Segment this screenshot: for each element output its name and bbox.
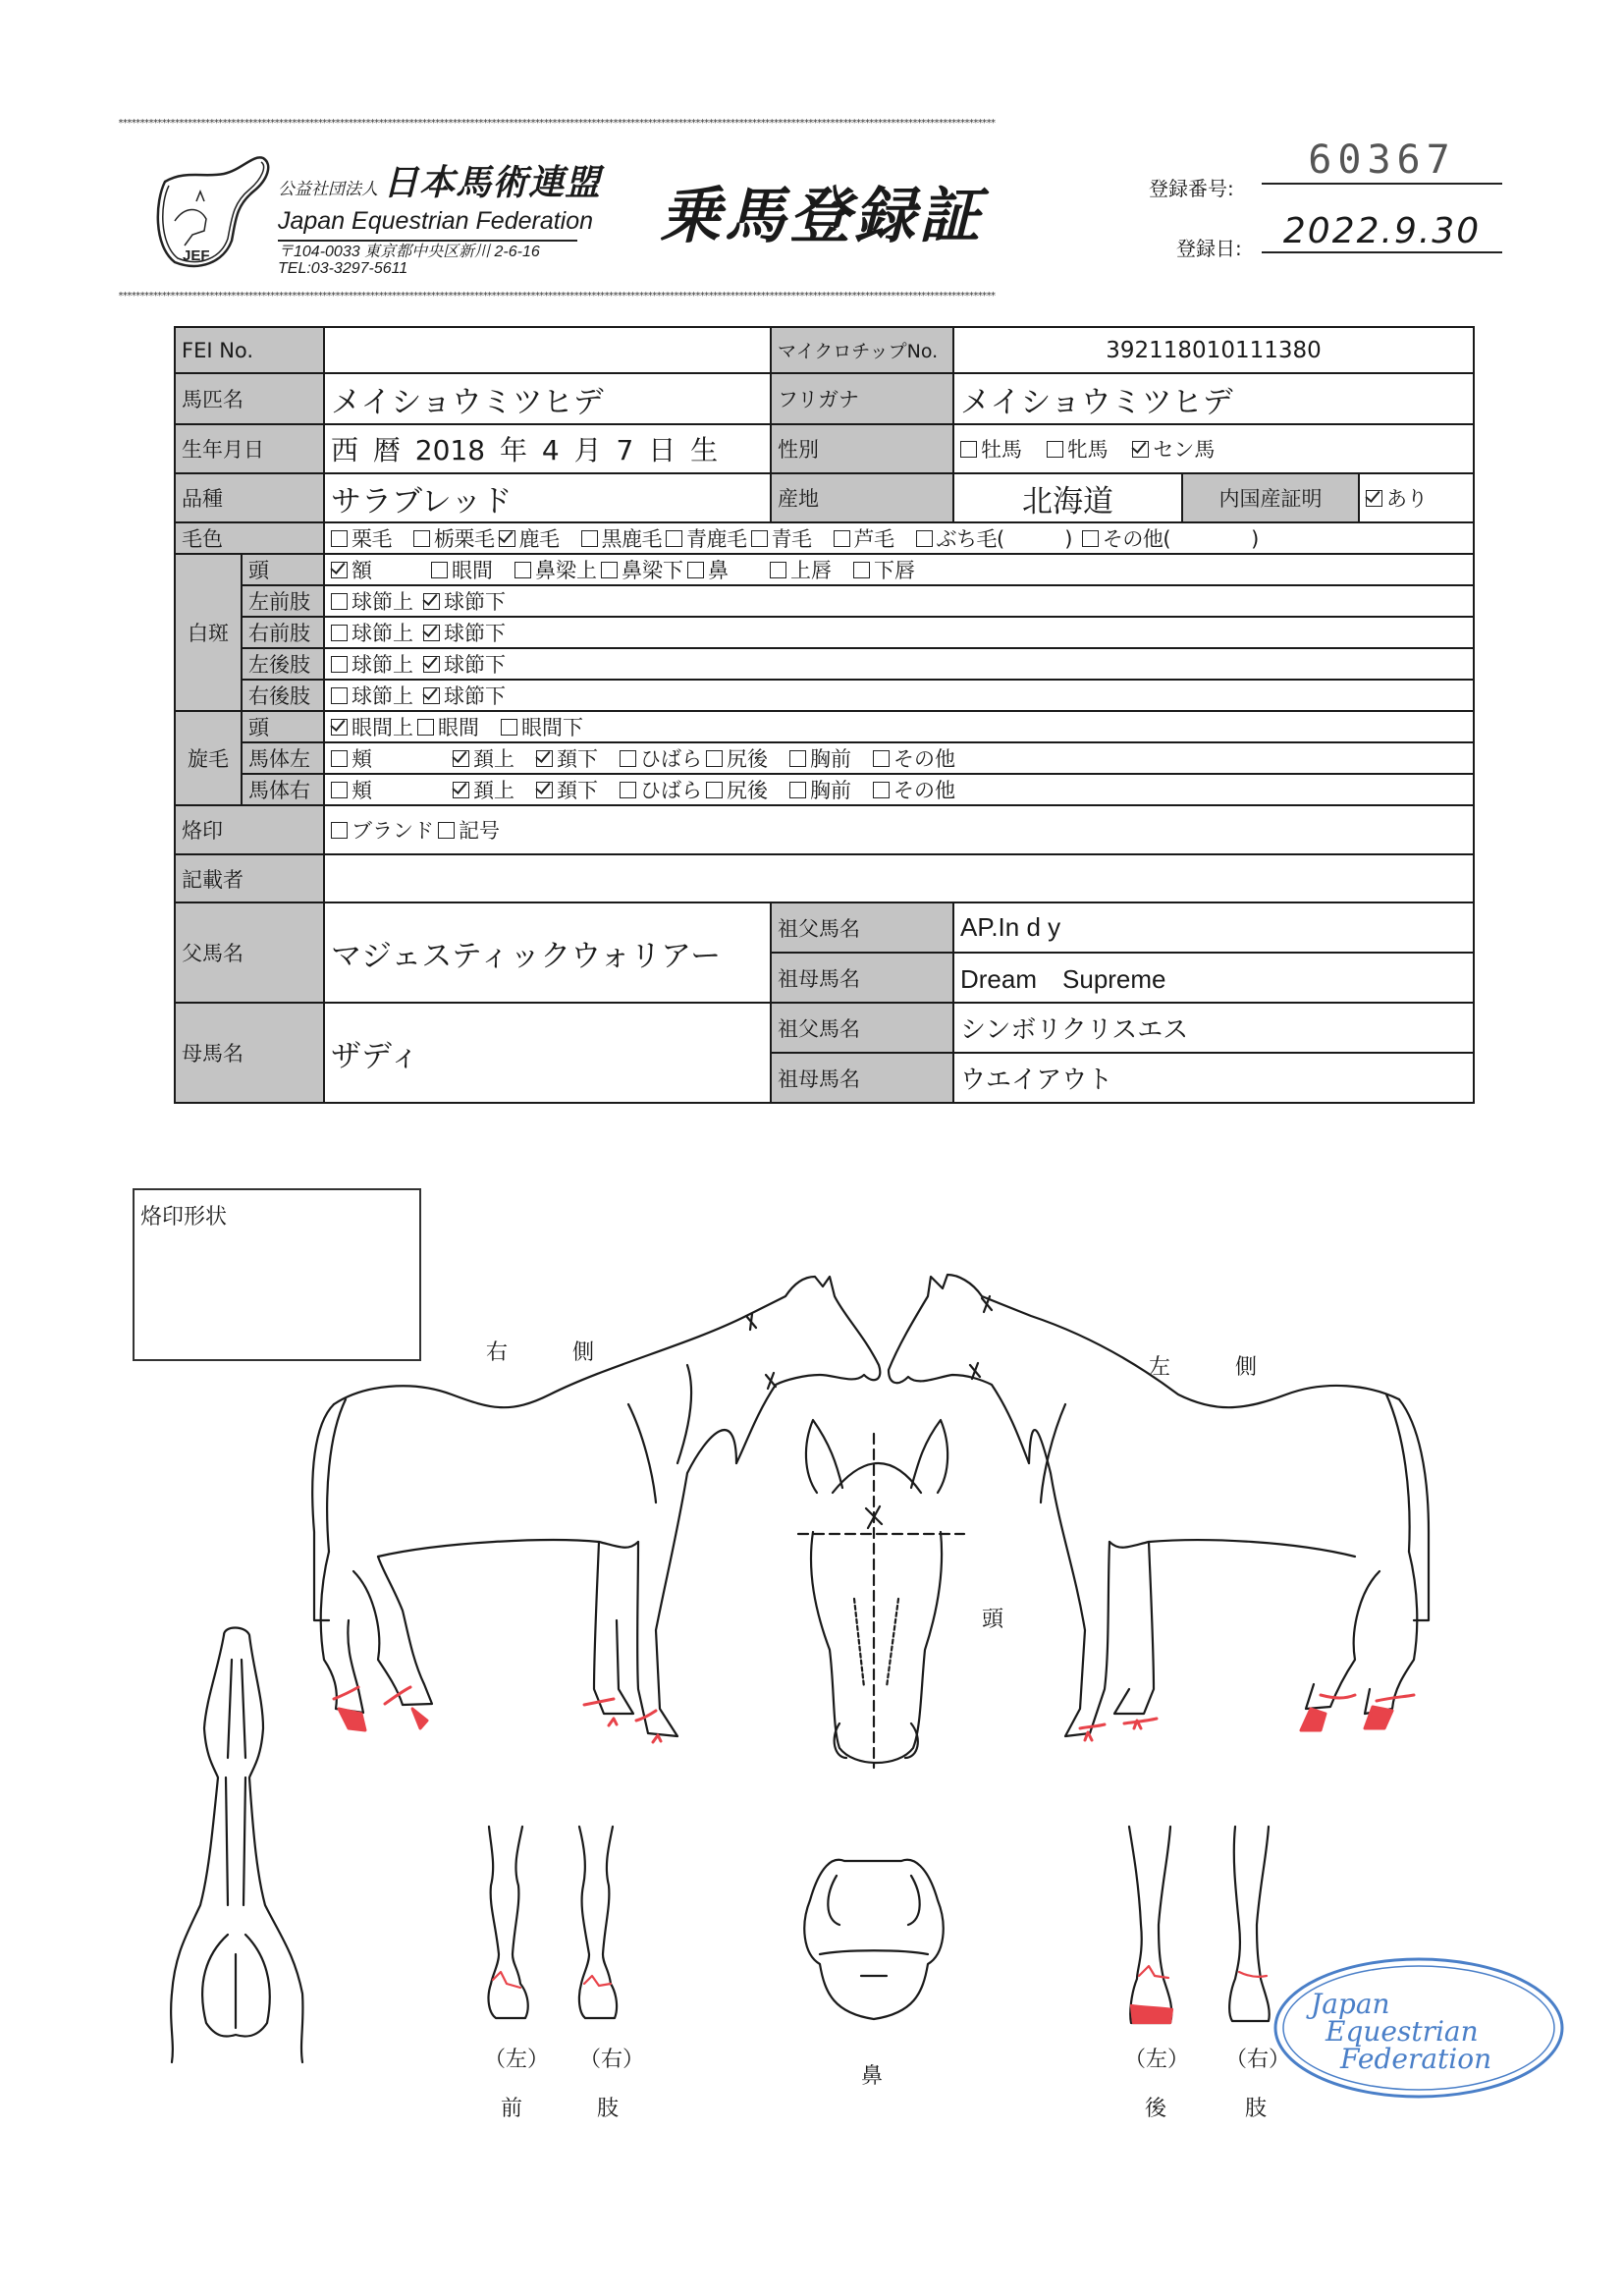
microchip-field[interactable]: 392118010111380 [953,327,1474,373]
registration-date-value: 2022.9.30 [1262,211,1502,253]
breed-field[interactable]: サラブレッド [324,473,771,522]
sex-option-gelding[interactable]: セン馬 [1132,434,1215,464]
registration-number-label: 登録番号: [1149,177,1234,200]
head-label: 頭 [982,1608,1004,1632]
option-below-fetlock[interactable]: 球節下 [423,618,506,647]
org-name-jp: 日本馬術連盟 [383,163,602,203]
dam-label: 母馬名 [175,1003,324,1103]
origin-field[interactable]: 北海道 [953,473,1182,522]
coat-option-chestnut[interactable]: 栗毛 [331,523,392,553]
part-label: 馬体左 [242,742,324,774]
horse-left-side-icon [889,1275,1429,1740]
white-markings-label: 白斑 [175,554,242,711]
head-front-view-icon [798,1420,964,1768]
option-between-eyes[interactable]: 眼間 [417,712,479,741]
jef-official-stamp-icon [1271,1954,1566,2102]
birth-date-label: 生年月日 [175,424,324,473]
sire-field[interactable]: マジェスティックウォリアー [324,902,771,1003]
coat-option-pinto[interactable]: ぶち毛( ) [916,523,1072,553]
sire-dam-field[interactable]: Dream Supreme [953,953,1474,1003]
fei-no-label: FEI No. [175,327,324,373]
coat-option-grey[interactable]: 芦毛 [834,523,894,553]
option-forehead[interactable]: 額 [331,555,372,584]
option-above-fetlock[interactable]: 球節上 [331,586,413,616]
org-address: 〒104-0033 東京都中央区新川 2-6-16 [278,244,540,260]
coat-option-dark-chestnut[interactable]: 栃栗毛 [413,523,495,553]
dam-dam-label: 祖母馬名 [771,1053,953,1103]
option-cheek[interactable]: 頬 [331,775,372,804]
sex-option-stallion[interactable]: 牡馬 [960,434,1022,464]
part-label: 右後肢 [242,680,324,711]
option-below-fetlock[interactable]: 球節下 [423,681,506,710]
option-cheek[interactable]: 頬 [331,743,372,773]
top-star-border: ********************************************************************************************************************************************************************************************************** [118,118,995,129]
option-above-fetlock[interactable]: 球節上 [331,681,413,710]
org-name-en: Japan Equestrian Federation [278,207,594,235]
option-below-fetlock[interactable]: 球節下 [423,586,506,616]
part-label: 左前肢 [242,585,324,617]
dam-sire-label: 祖父馬名 [771,1003,953,1053]
nose-label: 鼻 [861,2064,884,2089]
option-upper-neck[interactable]: 頚上 [453,743,514,773]
option-above-fetlock[interactable]: 球節上 [331,649,413,679]
sire-sire-field[interactable]: AP.In d y [953,902,1474,953]
option-nose[interactable]: 鼻 [687,555,729,584]
hindlimb-label-2: 肢 [1245,2097,1268,2121]
sex-label: 性別 [771,424,953,473]
option-between-eyes[interactable]: 眼間 [431,555,493,584]
coat-option-brown[interactable]: 青鹿毛 [666,523,747,553]
part-label: 左後肢 [242,648,324,680]
part-label: 右前肢 [242,617,324,648]
part-label: 頭 [242,711,324,742]
domestic-cert-label: 内国産証明 [1182,473,1359,522]
option-lower-neck[interactable]: 頚下 [536,743,598,773]
svg-text:Japan: Japan [1311,1988,1390,2020]
forelimb-right-label: （右） [579,2048,645,2072]
option-brand[interactable]: ブランド [331,815,434,845]
option-upper-neck[interactable]: 頚上 [453,775,514,804]
brand-shape-label: 烙印形状 [140,1205,228,1230]
bottom-star-border: ********************************************************************************************************************************************************************************************************** [118,291,995,301]
forelimb-front-view-icon [489,1827,618,2018]
left-side-label: 左 側 [1149,1355,1258,1380]
option-chest[interactable]: 胸前 [789,775,851,804]
sex-option-mare[interactable]: 牝馬 [1047,434,1109,464]
forelimb-label-1: 前 [501,2097,523,2121]
registration-number-value: 60367 [1262,137,1502,185]
option-other[interactable]: その他 [873,743,955,773]
document-title: 乗馬登録証 [660,180,985,251]
option-upper-lip[interactable]: 上唇 [770,555,832,584]
forelimb-left-label: （左） [484,2048,550,2072]
option-lower-bridge[interactable]: 鼻梁下 [601,555,683,584]
brand-label: 烙印 [175,805,324,854]
coat-color-label: 毛色 [175,522,324,554]
origin-label: 産地 [771,473,953,522]
nose-view-icon [804,1860,943,2019]
svg-text:JEF: JEF [183,247,210,264]
option-above-fetlock[interactable]: 球節上 [331,618,413,647]
option-rump[interactable]: 尻後 [706,743,768,773]
dam-field[interactable]: ザディ [324,1003,771,1103]
horse-name-label: 馬匹名 [175,373,324,424]
option-flank[interactable]: ひばら [620,775,702,804]
svg-text:Equestrian: Equestrian [1325,2015,1479,2048]
furigana-label: フリガナ [771,373,953,424]
svg-text:Federation: Federation [1340,2043,1492,2075]
whorls-label: 旋毛 [175,711,242,805]
option-below-fetlock[interactable]: 球節下 [423,649,506,679]
microchip-label: マイクロチップNo. [771,327,953,373]
horse-right-side-icon [312,1277,880,1742]
coat-option-black[interactable]: 青毛 [751,523,812,553]
coat-option-dark-bay[interactable]: 黒鹿毛 [581,523,663,553]
birth-date-field[interactable]: 西 暦 2018 年 4 月 7 日 生 [324,424,771,473]
sire-dam-label: 祖母馬名 [771,953,953,1003]
option-above-eyes[interactable]: 眼間上 [331,712,413,741]
option-other[interactable]: その他 [873,775,955,804]
registration-date-label: 登録日: [1176,237,1242,260]
hindlimb-right-label: （右） [1225,2048,1291,2072]
horse-name-field[interactable]: メイショウミツヒデ [324,373,771,424]
sire-sire-label: 祖父馬名 [771,902,953,953]
right-side-label: 右 側 [486,1340,595,1365]
horse-top-view-icon [171,1628,302,2063]
dam-sire-field[interactable]: シンボリクリスエス [953,1003,1474,1053]
org-tel: TEL:03-3297-5611 [278,260,408,277]
domestic-cert-option[interactable]: あり [1359,473,1474,522]
option-lower-neck[interactable]: 頚下 [536,775,598,804]
option-lower-lip[interactable]: 下唇 [853,555,915,584]
hindlimb-label-1: 後 [1145,2097,1167,2121]
sire-label: 父馬名 [175,902,324,1003]
option-upper-bridge[interactable]: 鼻梁上 [514,555,597,584]
option-chest[interactable]: 胸前 [789,743,851,773]
forelimb-label-2: 肢 [597,2097,620,2121]
dam-dam-field[interactable]: ウエイアウト [953,1053,1474,1103]
option-rump[interactable]: 尻後 [706,775,768,804]
recorder-label: 記載者 [175,854,324,902]
option-below-eyes[interactable]: 眼間下 [501,712,583,741]
coat-option-other[interactable]: その他( ) [1082,523,1259,553]
option-symbol[interactable]: 記号 [438,815,500,845]
part-label: 馬体右 [242,774,324,805]
org-prefix: 公益社団法人 [278,180,378,199]
breed-label: 品種 [175,473,324,522]
part-label: 頭 [242,554,324,585]
coat-option-bay[interactable]: 鹿毛 [499,523,560,553]
hindlimb-rear-view-icon [1129,1827,1270,2023]
hindlimb-left-label: （左） [1124,2048,1190,2072]
option-flank[interactable]: ひばら [620,743,702,773]
furigana-field[interactable]: メイショウミツヒデ [953,373,1474,424]
